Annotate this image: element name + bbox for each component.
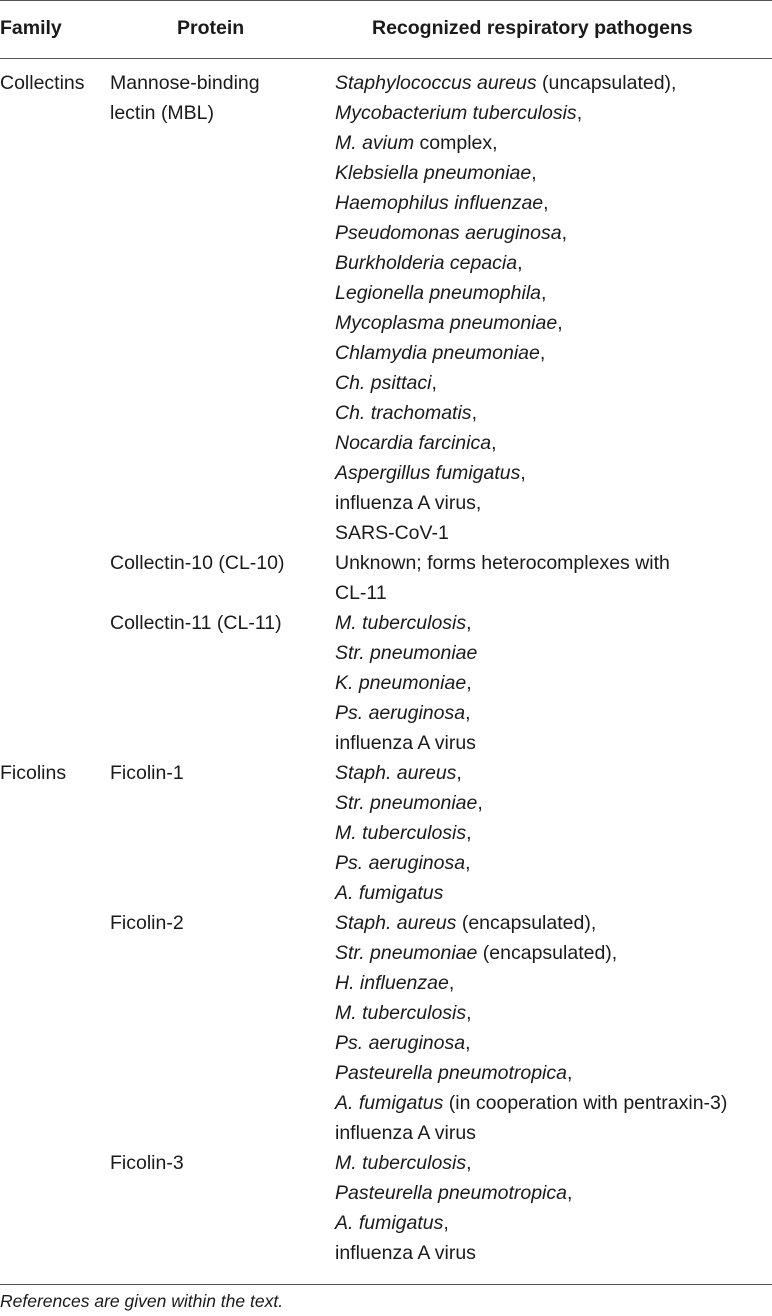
pathogen-text: SARS-CoV-1	[335, 522, 449, 544]
pathogen-line	[335, 128, 676, 158]
species-name: Staph. aureus	[335, 912, 457, 934]
pathogen-line	[335, 488, 676, 518]
species-name: Ps. aeruginosa	[335, 852, 466, 874]
species-name: Burkholderia cepacia	[335, 252, 518, 274]
pathogen-line	[335, 728, 477, 758]
species-name: Staph. aureus	[335, 762, 457, 784]
species-name: Pseudomonas aeruginosa	[335, 222, 562, 244]
pathogens-cell	[335, 608, 477, 758]
species-name: Mycoplasma pneumoniae	[335, 312, 558, 334]
pathogen-line	[335, 698, 477, 728]
pathogen-line	[335, 878, 483, 908]
pathogen-text: ,	[466, 672, 472, 694]
species-name: Mycobacterium tuberculosis	[335, 102, 577, 124]
pathogen-line	[335, 638, 477, 668]
species-name: Str. pneumoniae	[335, 642, 478, 664]
protein-line: lectin (MBL)	[110, 102, 215, 124]
protein-line: Ficolin-1	[110, 762, 184, 784]
species-name: M. tuberculosis	[335, 1002, 467, 1024]
pathogen-text: ,	[466, 1002, 472, 1024]
species-name: Str. pneumoniae	[335, 792, 478, 814]
pathogen-line	[335, 218, 676, 248]
species-name: M. tuberculosis	[335, 1152, 467, 1174]
pathogen-line	[335, 248, 676, 278]
pathogen-line	[335, 818, 483, 848]
pathogen-text: ,	[443, 1212, 449, 1234]
pathogen-text: ,	[541, 282, 547, 304]
species-name: Ch. trachomatis	[335, 402, 472, 424]
pathogen-line	[335, 308, 676, 338]
pathogen-text: ,	[466, 822, 472, 844]
pathogens-cell	[335, 758, 483, 908]
pathogen-text: ,	[566, 1062, 573, 1084]
species-name: Staphylococcus aureus	[335, 72, 537, 94]
protein-cell	[110, 758, 184, 788]
protein-cell	[110, 608, 282, 638]
pathogen-text: ,	[465, 702, 471, 724]
species-name: Str. pneumoniae	[335, 942, 478, 964]
species-name: K. pneumoniae	[335, 672, 467, 694]
pathogen-text: (encapsulated),	[477, 942, 618, 964]
pathogen-line	[335, 518, 676, 548]
pathogen-text: ,	[471, 402, 477, 424]
protein-line: Collectin-11 (CL-11)	[110, 612, 282, 634]
pathogen-text: ,	[517, 252, 523, 274]
species-name: Ps. aeruginosa	[335, 702, 466, 724]
pathogen-line	[335, 458, 676, 488]
pathogens-cell	[335, 908, 727, 1148]
species-name: Pasteurella pneumotropica	[335, 1182, 567, 1204]
pathogen-line	[335, 338, 676, 368]
table-footnote: References are given within the text.	[0, 1291, 284, 1311]
pathogen-text: (encapsulated),	[456, 912, 597, 934]
pathogen-line	[335, 1238, 572, 1268]
protein-line: Collectin-10 (CL-10)	[110, 552, 285, 574]
family-cell: Ficolins	[0, 762, 67, 784]
pathogen-line	[335, 668, 477, 698]
pathogen-text: CL-11	[335, 582, 387, 604]
species-name: Chlamydia pneumoniae	[335, 342, 540, 364]
species-name: Legionella pneumophila	[335, 282, 541, 304]
pathogen-line	[335, 398, 676, 428]
species-name: A. fumigatus	[335, 1212, 444, 1234]
pathogen-text: ,	[543, 192, 549, 214]
species-name: Klebsiella pneumoniae	[335, 162, 532, 184]
pathogens-cell	[335, 548, 670, 608]
pathogen-text: ,	[539, 342, 546, 364]
pathogen-text: ,	[520, 462, 526, 484]
species-name: M. tuberculosis	[335, 822, 467, 844]
protein-line: Ficolin-2	[110, 912, 184, 934]
species-name: H. influenzae	[335, 972, 449, 994]
pathogen-text: (uncapsulated),	[536, 72, 677, 94]
protein-cell	[110, 68, 260, 128]
species-name: A. fumigatus	[335, 1092, 444, 1114]
species-name: Ps. aeruginosa	[335, 1032, 466, 1054]
protein-line: Ficolin-3	[110, 1152, 184, 1174]
pathogen-line	[335, 578, 670, 608]
pathogen-line	[335, 68, 676, 98]
pathogen-line	[335, 1058, 727, 1088]
table-bottom-rule	[0, 1284, 772, 1285]
pathogen-text: ,	[448, 972, 455, 994]
species-name: Aspergillus fumigatus	[335, 462, 521, 484]
pathogen-line	[335, 938, 727, 968]
pathogen-line	[335, 1028, 727, 1058]
pathogen-line	[335, 548, 670, 578]
protein-line: Mannose-binding	[110, 72, 260, 94]
pathogen-line	[335, 1118, 727, 1148]
pathogen-line	[335, 98, 676, 128]
pathogen-line	[335, 968, 727, 998]
pathogen-line	[335, 188, 676, 218]
pathogen-text: influenza A virus	[335, 1242, 476, 1264]
pathogen-line	[335, 788, 483, 818]
pathogen-line	[335, 1208, 572, 1238]
species-name: Haemophilus influenzae	[335, 192, 544, 214]
pathogen-line	[335, 758, 483, 788]
pathogen-line	[335, 368, 676, 398]
table-top-rule	[0, 0, 772, 1]
pathogen-text: ,	[576, 102, 583, 124]
pathogen-text: ,	[491, 432, 497, 454]
pathogen-text: influenza A virus,	[335, 492, 482, 514]
pathogen-text: ,	[466, 612, 472, 634]
pathogen-line	[335, 158, 676, 188]
pathogen-text: complex,	[414, 132, 498, 154]
species-name: Nocardia farcinica	[335, 432, 492, 454]
header-rule	[0, 58, 772, 59]
pathogen-line	[335, 1148, 572, 1178]
pathogen-text: ,	[465, 1032, 471, 1054]
pathogen-line	[335, 998, 727, 1028]
pathogen-line	[335, 908, 727, 938]
pathogen-text: (in cooperation with pentraxin-3)	[443, 1092, 728, 1114]
pathogen-text: ,	[566, 1182, 573, 1204]
pathogen-text: ,	[477, 792, 483, 814]
species-name: M. tuberculosis	[335, 612, 467, 634]
pathogen-text: ,	[456, 762, 462, 784]
pathogen-text: Unknown; forms heterocomplexes with	[335, 552, 670, 574]
header-pathogens: Recognized respiratory pathogens	[372, 17, 693, 39]
species-name: A. fumigatus	[335, 882, 444, 904]
protein-cell	[110, 1148, 184, 1178]
pathogen-line	[335, 278, 676, 308]
pathogen-text: ,	[557, 312, 563, 334]
pathogens-cell	[335, 1148, 572, 1268]
family-cell: Collectins	[0, 72, 85, 94]
pathogen-text: ,	[431, 372, 437, 394]
pathogen-text: influenza A virus	[335, 1122, 476, 1144]
pathogen-line	[335, 1088, 727, 1118]
header-family: Family	[0, 17, 62, 39]
species-name: Ch. psittaci	[335, 372, 432, 394]
pathogen-line	[335, 608, 477, 638]
protein-cell	[110, 908, 184, 938]
pathogen-text: ,	[466, 1152, 472, 1174]
pathogens-cell	[335, 68, 676, 548]
pathogen-text: ,	[531, 162, 537, 184]
pathogen-line	[335, 428, 676, 458]
header-protein: Protein	[177, 17, 245, 39]
protein-cell	[110, 548, 284, 578]
pathogen-text: ,	[465, 852, 471, 874]
species-name: Pasteurella pneumotropica	[335, 1062, 567, 1084]
pathogen-line	[335, 1178, 572, 1208]
pathogen-text: influenza A virus	[335, 732, 476, 754]
species-name: M. avium	[335, 132, 415, 154]
pathogen-text: ,	[561, 222, 567, 244]
pathogen-line	[335, 848, 483, 878]
